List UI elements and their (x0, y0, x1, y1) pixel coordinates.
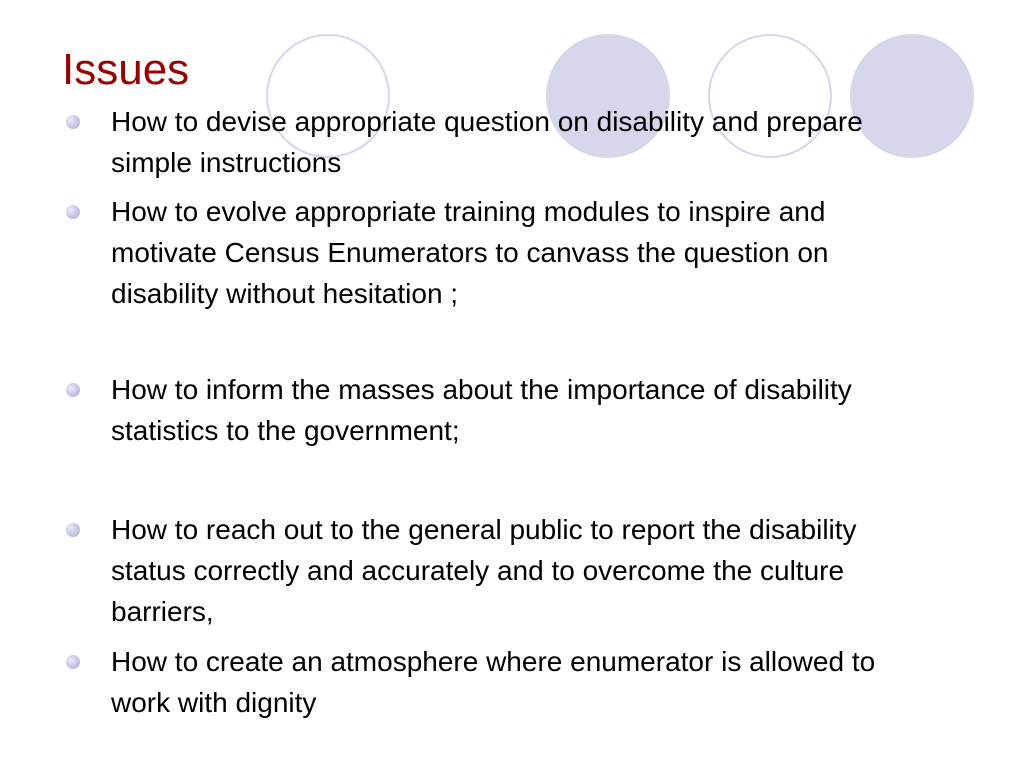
bullet-text: How to evolve appropriate training modules to inspire and motivate Census Enumerators to canvass the question on disability without hesitation ; (111, 196, 829, 309)
bullet-icon (66, 655, 80, 669)
bullet-icon (66, 115, 80, 129)
bullet-item (62, 641, 942, 723)
bullet-item (62, 509, 942, 632)
bullet-item (62, 101, 942, 183)
bullet-icon (66, 383, 80, 397)
bullet-text: How to reach out to the general public to report the disability status correctly and accurately and to overcome the culture barriers, (111, 514, 857, 627)
slide-title: Issues (62, 45, 190, 94)
bullet-icon (66, 205, 80, 219)
bullet-item (62, 369, 942, 451)
bullet-text: How to inform the masses about the importance of disability statistics to the government; (111, 374, 852, 446)
bullet-text: How to create an atmosphere where enumerator is allowed to work with dignity (111, 646, 876, 718)
bullet-icon (66, 523, 80, 537)
bullet-text: How to devise appropriate question on disability and prepare simple instructions (111, 106, 863, 178)
bullet-item (62, 191, 942, 314)
